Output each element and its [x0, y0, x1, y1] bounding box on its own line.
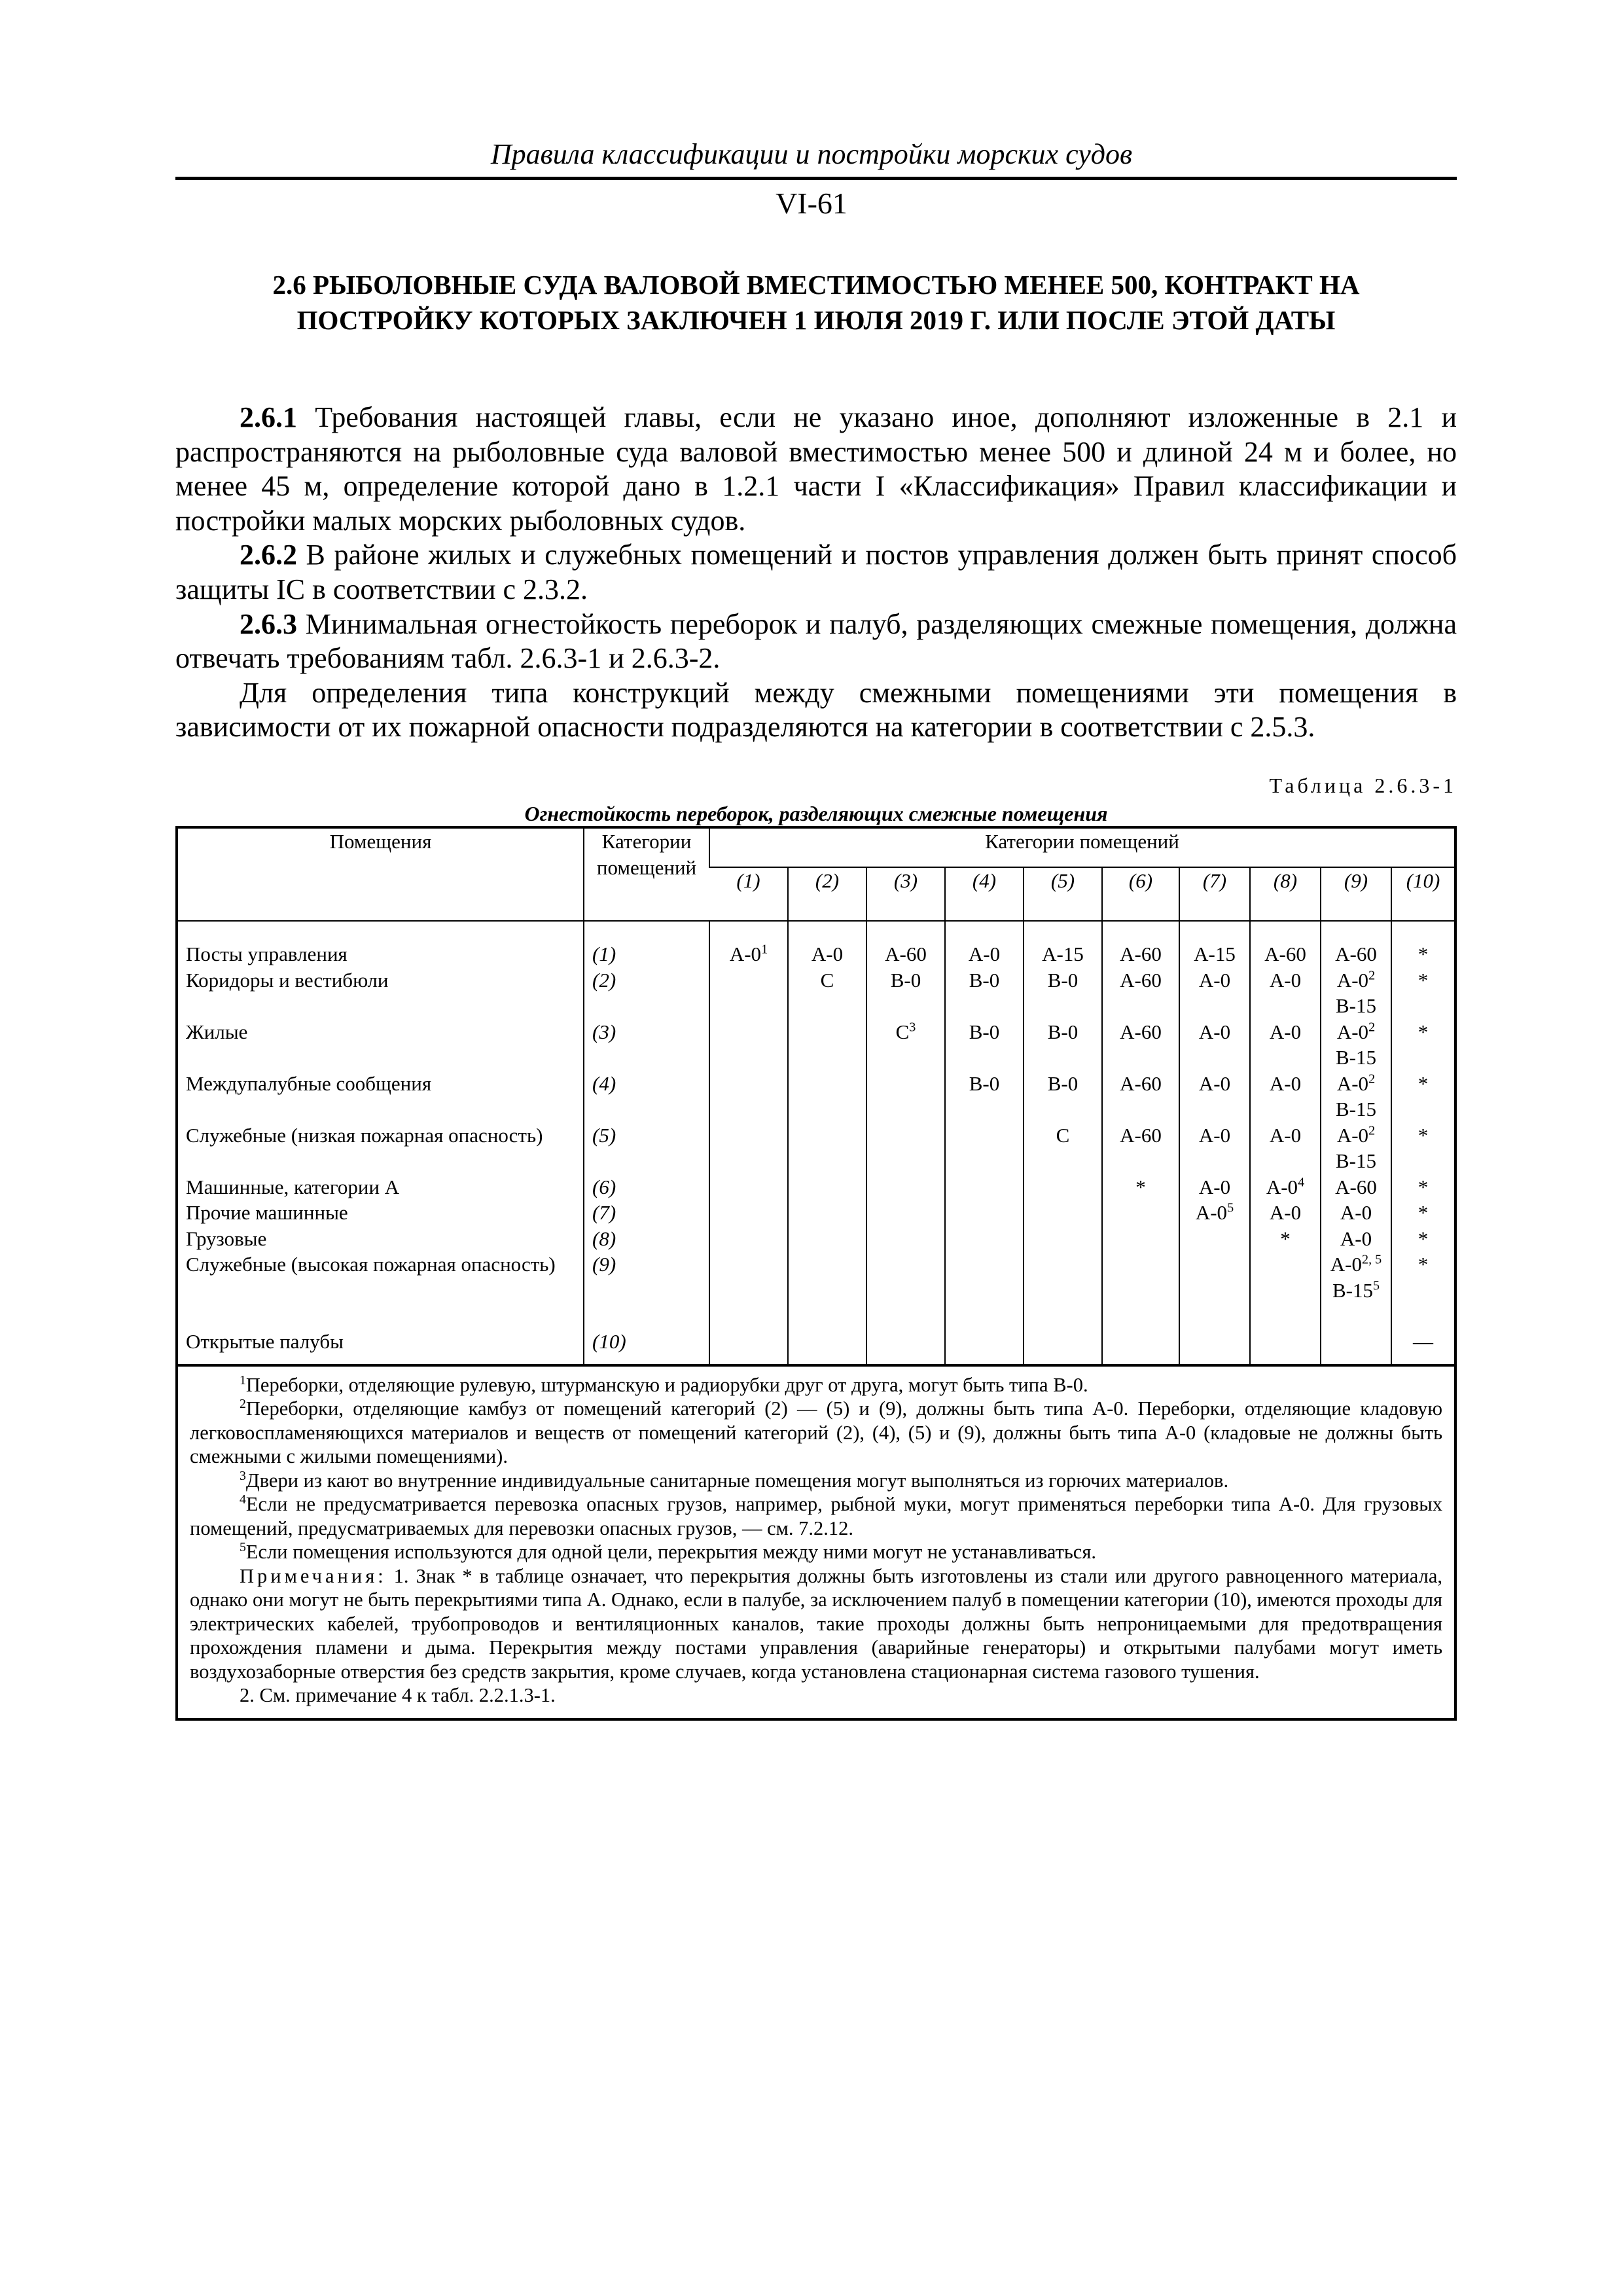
footnote-mark: 4	[240, 1492, 246, 1507]
cell-value: A-0	[1266, 1175, 1298, 1198]
table-cell	[1102, 1226, 1179, 1252]
table-cell	[945, 1071, 1024, 1122]
section-heading-line: ПОСТРОЙКУ КОТОРЫХ ЗАКЛЮЧЕН 1 ИЮЛЯ 2019 Г. ИЛИ ПОСЛЕ ЭТОЙ ДАТЫ	[296, 305, 1336, 335]
cell-value: A-0	[1340, 1227, 1372, 1250]
cell-value: B-0	[1047, 1020, 1079, 1043]
table-row	[178, 921, 1454, 967]
section-heading-line: 2.6 РЫБОЛОВНЫЕ СУДА ВАЛОВОЙ ВМЕСТИМОСТЬЮ МЕНЕЕ 500, КОНТРАКТ НА	[272, 270, 1360, 300]
room-name: Служебные (высокая пожарная опасность)	[186, 1253, 556, 1276]
table-row	[178, 1200, 1454, 1226]
table-cell	[1102, 1251, 1179, 1303]
footnote-reference: 4	[1298, 1175, 1305, 1190]
footnote-text: Переборки, отделяющие рулевую, штурманскую и радиорубки друг от друга, могут быть типа B-0.	[245, 1373, 1088, 1396]
footnote-reference: 1	[761, 942, 768, 957]
paragraph-text: В районе жилых и служебных помещений и постов управления должен быть принят способ защиты IC в соответствии с 2.3.2.	[175, 539, 1457, 605]
cell-value: *	[1418, 1123, 1429, 1147]
table-cell	[788, 1303, 866, 1364]
cell-value: A-0	[1269, 1123, 1302, 1147]
room-name: Жилые	[186, 1020, 248, 1043]
cell-value: A-0	[968, 942, 1001, 965]
cell-value: A-0	[1336, 1020, 1369, 1043]
table-row	[178, 1174, 1454, 1200]
column-header-rooms: Помещения	[178, 829, 584, 921]
page-number: VI-61	[776, 187, 847, 220]
cell-value: A-0	[1269, 1201, 1302, 1224]
room-category: (9)	[584, 1251, 709, 1303]
table-cell	[1024, 921, 1102, 967]
room-category: (10)	[584, 1303, 709, 1364]
cell-value: B-0	[890, 968, 921, 992]
table-cell	[709, 1226, 788, 1252]
footnote-text: Двери из кают во внутренние индивидуальные санитарные помещения могут выполняться из горючих материалов.	[245, 1469, 1229, 1492]
table-cell	[1179, 1174, 1250, 1200]
table-cell	[866, 967, 945, 1019]
table-cell	[709, 921, 788, 967]
table-cell	[866, 1019, 945, 1071]
table-cell	[709, 1122, 788, 1174]
table-cell	[945, 967, 1024, 1019]
room-name: Прочие машинные	[186, 1201, 348, 1224]
cell-value: A-0	[1269, 1020, 1302, 1043]
cell-value: *	[1418, 942, 1429, 965]
table-cell	[1102, 1174, 1179, 1200]
footnote	[190, 1492, 1442, 1540]
table-cell	[1179, 1071, 1250, 1122]
cell-value: *	[1418, 968, 1429, 992]
cell-value: *	[1135, 1175, 1146, 1198]
paragraph-text: Для определения типа конструкций между смежными помещениями эти помещения в зависимости от их пожарной опасности подразделяются на категории в соответствии с 2.5.3.	[175, 676, 1457, 744]
table-cell	[1250, 1303, 1321, 1364]
table-cell	[1391, 1251, 1454, 1303]
table-cell	[1391, 1303, 1454, 1364]
table-row	[178, 1303, 1454, 1364]
paragraph	[175, 538, 1457, 607]
column-header-category-number: (6)	[1102, 867, 1179, 921]
room-name: Грузовые	[186, 1227, 267, 1250]
table-cell	[1024, 1200, 1102, 1226]
cell-value: A-15	[1194, 942, 1236, 965]
table-cell	[1250, 921, 1321, 967]
room-category: (1)	[584, 921, 709, 967]
column-header-category-number: (9)	[1321, 867, 1391, 921]
table-cell	[1321, 1251, 1391, 1303]
table-cell	[1391, 921, 1454, 967]
note	[190, 1564, 1442, 1684]
table-cell	[788, 1122, 866, 1174]
cell-value: B-15	[1336, 1149, 1376, 1172]
cell-value: A-0	[1195, 1201, 1228, 1224]
paragraph	[175, 401, 1457, 538]
table-cell	[1024, 1251, 1102, 1303]
footnote	[190, 1397, 1442, 1469]
room-name: Служебные (низкая пожарная опасность)	[186, 1123, 543, 1147]
notes-label: Примечания:	[240, 1564, 387, 1587]
table-cell	[1250, 1226, 1321, 1252]
table-cell	[1024, 1019, 1102, 1071]
cell-value: B-15	[1336, 1098, 1376, 1121]
footnote-mark: 2	[240, 1396, 246, 1411]
table-cell	[866, 1071, 945, 1122]
cell-value: *	[1280, 1227, 1291, 1250]
cell-value: B-15	[1332, 1278, 1373, 1302]
cell-value: A-60	[1120, 1071, 1162, 1095]
cell-value: A-0	[1198, 1123, 1231, 1147]
footnote-list	[190, 1373, 1442, 1564]
cell-value: A-0	[1336, 1123, 1369, 1147]
table-cell	[709, 967, 788, 1019]
column-header-category-number: (10)	[1391, 867, 1454, 921]
table-cell	[1321, 921, 1391, 967]
table-row	[178, 1251, 1454, 1303]
room-category: (7)	[584, 1200, 709, 1226]
table-cell	[1250, 967, 1321, 1019]
table-cell	[1321, 1122, 1391, 1174]
paragraph	[175, 676, 1457, 745]
paragraph-number: 2.6.2	[240, 539, 297, 571]
table-cell	[1391, 1019, 1454, 1071]
footnote-reference: 3	[909, 1020, 916, 1035]
table-cell	[1102, 1303, 1179, 1364]
table-cell	[788, 1019, 866, 1071]
room-name: Открытые палубы	[186, 1330, 344, 1353]
table-cell	[1321, 967, 1391, 1019]
table-notes	[178, 1364, 1454, 1708]
fire-resistance-table	[175, 826, 1457, 1721]
table-cell	[945, 1200, 1024, 1226]
cell-value: A-0	[811, 942, 844, 965]
cell-value: A-60	[1120, 1123, 1162, 1147]
table-cell	[1024, 1071, 1102, 1122]
section-heading	[175, 267, 1457, 338]
note: 2. См. примечание 4 к табл. 2.2.1.3-1.	[240, 1684, 556, 1706]
table-body	[178, 921, 1454, 1364]
table-cell	[788, 967, 866, 1019]
table-cell	[788, 1071, 866, 1122]
table-cell	[1391, 1122, 1454, 1174]
room-category: (6)	[584, 1174, 709, 1200]
footnote-mark: 5	[240, 1539, 246, 1554]
cell-value: A-0	[1336, 968, 1369, 992]
table-cell	[788, 1251, 866, 1303]
column-header-category-group: Категории помещений	[709, 829, 1454, 867]
room-category: (5)	[584, 1122, 709, 1174]
fire-resistance-grid	[178, 829, 1454, 1364]
room-name: Посты управления	[186, 942, 348, 965]
table-cell	[1179, 967, 1250, 1019]
table-label: Таблица 2.6.3-1	[1269, 774, 1457, 797]
table-cell	[1321, 1226, 1391, 1252]
table-cell	[1179, 1303, 1250, 1364]
running-header-title: Правила классификации и постройки морских судов	[490, 138, 1133, 170]
table-cell	[1250, 1019, 1321, 1071]
cell-value: B-0	[969, 1020, 1000, 1043]
cell-value: C	[895, 1020, 910, 1043]
cell-value: B-0	[1047, 1071, 1079, 1095]
table-row	[178, 967, 1454, 1019]
table-cell	[709, 1251, 788, 1303]
table-cell	[866, 1251, 945, 1303]
cell-value: A-0	[1336, 1071, 1369, 1095]
table-cell	[945, 1019, 1024, 1071]
body-text	[175, 401, 1457, 745]
room-name: Междупалубные сообщения	[186, 1071, 432, 1095]
table-cell	[1321, 1071, 1391, 1122]
table-cell	[1024, 967, 1102, 1019]
table-cell	[1391, 1226, 1454, 1252]
table-cell	[1102, 1019, 1179, 1071]
table-cell	[1250, 1122, 1321, 1174]
table-cell	[1102, 1122, 1179, 1174]
table-cell	[866, 1303, 945, 1364]
paragraph	[175, 607, 1457, 676]
cell-value: A-60	[1264, 942, 1306, 965]
table-cell	[945, 1303, 1024, 1364]
cell-value: —	[1413, 1330, 1434, 1353]
table-cell	[1250, 1200, 1321, 1226]
footnote-reference: 2, 5	[1362, 1252, 1382, 1267]
cell-value: A-0	[729, 942, 762, 965]
table-cell	[866, 1200, 945, 1226]
table-row	[178, 1019, 1454, 1071]
room-category: (8)	[584, 1226, 709, 1252]
footnote-mark: 3	[240, 1468, 246, 1483]
room-name: Коридоры и вестибюли	[186, 968, 389, 992]
cell-value: *	[1418, 1253, 1429, 1276]
footnote-reference: 2	[1368, 968, 1376, 983]
cell-value: B-0	[969, 1071, 1000, 1095]
table-cell	[945, 1122, 1024, 1174]
table-cell	[945, 1251, 1024, 1303]
cell-value: A-60	[885, 942, 927, 965]
cell-value: A-0	[1198, 1175, 1231, 1198]
cell-value: A-60	[1120, 968, 1162, 992]
room-category: (4)	[584, 1071, 709, 1122]
table-cell	[1102, 1071, 1179, 1122]
cell-value: A-60	[1120, 942, 1162, 965]
cell-value: B-15	[1336, 994, 1376, 1017]
footnote-reference: 2	[1368, 1123, 1376, 1138]
table-cell	[1024, 1303, 1102, 1364]
table-cell	[1321, 1303, 1391, 1364]
table-cell	[1179, 1019, 1250, 1071]
table-row	[178, 1122, 1454, 1174]
table-cell	[1102, 967, 1179, 1019]
table-cell	[866, 921, 945, 967]
table-cell	[1391, 1174, 1454, 1200]
table-cell	[1179, 1226, 1250, 1252]
cell-value: A-0	[1269, 968, 1302, 992]
column-header-category-number: (1)	[709, 867, 788, 921]
column-header-category-number: (4)	[945, 867, 1024, 921]
column-header-category-number: (5)	[1024, 867, 1102, 921]
column-header-category: Категории помещений	[584, 829, 709, 921]
table-row	[178, 1226, 1454, 1252]
table-cell	[709, 1071, 788, 1122]
table-cell	[1024, 1122, 1102, 1174]
cell-value: B-0	[1047, 968, 1079, 992]
table-cell	[1321, 1174, 1391, 1200]
footnote-reference: 2	[1368, 1020, 1376, 1035]
table-cell	[866, 1226, 945, 1252]
cell-value: *	[1418, 1175, 1429, 1198]
column-header-category-number: (3)	[866, 867, 945, 921]
table-cell	[709, 1303, 788, 1364]
cell-value: A-0	[1198, 1020, 1231, 1043]
footnote-text: Если не предусматривается перевозка опасных грузов, например, рыбной муки, могут применяться переборки типа A-0. Для грузовых помещений, предусматриваемых для перевозки опасных грузов, — см. 7.2.12.	[190, 1493, 1442, 1539]
cell-value: A-0	[1340, 1201, 1372, 1224]
table-cell	[1179, 921, 1250, 967]
footnote-reference: 2	[1368, 1071, 1376, 1086]
table-cell	[788, 1174, 866, 1200]
footnote-text: Переборки, отделяющие камбуз от помещений категорий (2) — (5) и (9), должны быть типа A-0. Переборки, отделяющие кладовую легковоспламеняющихся материалов и веществ от помещений категорий (2), (4), (5) и (9), должны быть типа A-0 (кладовые не должны быть смежными с жилыми помещениями).	[190, 1397, 1442, 1467]
cell-value: B-0	[969, 968, 1000, 992]
table-cell	[1250, 1174, 1321, 1200]
paragraph-text: Требования настоящей главы, если не указано иное, дополняют изложенные в 2.1 и распространяются на рыболовные суда валовой вместимостью менее 500 и длиной 24 м и более, но менее 45 м, определение которой дано в 1.2.1 части I «Классификация» Правил классификации и постройки малых морских рыболовных судов.	[175, 401, 1457, 537]
footnote-reference: 5	[1372, 1278, 1380, 1293]
cell-value: A-15	[1042, 942, 1084, 965]
table-cell	[1179, 1251, 1250, 1303]
table-cell	[788, 1226, 866, 1252]
room-category: (2)	[584, 967, 709, 1019]
note-text: 1. Знак * в таблице означает, что перекрытия должны быть изготовлены из стали или другого равноценного материала, однако они могут не быть перекрытиями типа A. Однако, если в палубе, за исключением палуб в помещении категории (10), имеются проходы для электрических кабелей, трубопроводов и вентиляционных каналов, такие проходы должны быть непроницаемыми для предотвращения прохождения пламени и дыма. Перекрытия между постами управления (аварийные генераторы) и открытыми палубами могут иметь воздухозаборные отверстия без средств закрытия, кроме случаев, когда установлена стационарная система газового тушения.	[190, 1564, 1442, 1683]
table-cell	[709, 1019, 788, 1071]
cell-value: *	[1418, 1071, 1429, 1095]
cell-value: A-60	[1120, 1020, 1162, 1043]
paragraph-text: Минимальная огнестойкость переборок и палуб, разделяющих смежные помещения, должна отвечать требованиям табл. 2.6.3-1 и 2.6.3-2.	[175, 607, 1457, 675]
table-cell	[866, 1174, 945, 1200]
cell-value: C	[1056, 1123, 1070, 1147]
table-cell	[1391, 1200, 1454, 1226]
table-cell	[709, 1200, 788, 1226]
paragraph-number: 2.6.3	[240, 607, 297, 640]
table-cell	[866, 1122, 945, 1174]
table-cell	[1321, 1019, 1391, 1071]
cell-value: A-0	[1198, 968, 1231, 992]
column-header-category-number: (8)	[1250, 867, 1321, 921]
column-header-category-number: (2)	[788, 867, 866, 921]
table-cell	[1391, 1071, 1454, 1122]
cell-value: A-60	[1335, 942, 1377, 965]
cell-value: *	[1418, 1020, 1429, 1043]
cell-value: *	[1418, 1227, 1429, 1250]
table-row	[178, 1071, 1454, 1122]
footnote-mark: 1	[240, 1372, 246, 1388]
cell-value: *	[1418, 1201, 1429, 1224]
cell-value: C	[820, 968, 834, 992]
footnote	[190, 1540, 1442, 1564]
table-cell	[788, 921, 866, 967]
table-cell	[709, 1174, 788, 1200]
table-cell	[788, 1200, 866, 1226]
column-header-category-number: (7)	[1179, 867, 1250, 921]
table-cell	[1391, 967, 1454, 1019]
table-cell	[1102, 921, 1179, 967]
table-cell	[1179, 1200, 1250, 1226]
table-cell	[1179, 1122, 1250, 1174]
header-rule	[175, 177, 1457, 180]
cell-value: A-0	[1330, 1253, 1362, 1276]
table-cell	[1024, 1174, 1102, 1200]
table-cell	[1321, 1200, 1391, 1226]
room-name: Машинные, категории А	[186, 1175, 400, 1198]
footnote	[190, 1469, 1442, 1493]
table-cell	[1250, 1251, 1321, 1303]
footnote-reference: 5	[1227, 1200, 1234, 1215]
room-category: (3)	[584, 1019, 709, 1071]
cell-value: A-0	[1269, 1071, 1302, 1095]
table-cell	[945, 1226, 1024, 1252]
table-cell	[945, 921, 1024, 967]
footnote-text: Если помещения используются для одной цели, перекрытия между ними могут не устанавливаться.	[245, 1541, 1097, 1563]
table-cell	[945, 1174, 1024, 1200]
cell-value: B-15	[1336, 1046, 1376, 1069]
cell-value: A-0	[1198, 1071, 1231, 1095]
table-caption: Огнестойкость переборок, разделяющих смежные помещения	[524, 802, 1108, 825]
paragraph-number: 2.6.1	[240, 401, 297, 433]
footnote	[190, 1373, 1442, 1397]
cell-value: A-60	[1335, 1175, 1377, 1198]
table-cell	[1102, 1200, 1179, 1226]
table-cell	[1250, 1071, 1321, 1122]
table-cell	[1024, 1226, 1102, 1252]
